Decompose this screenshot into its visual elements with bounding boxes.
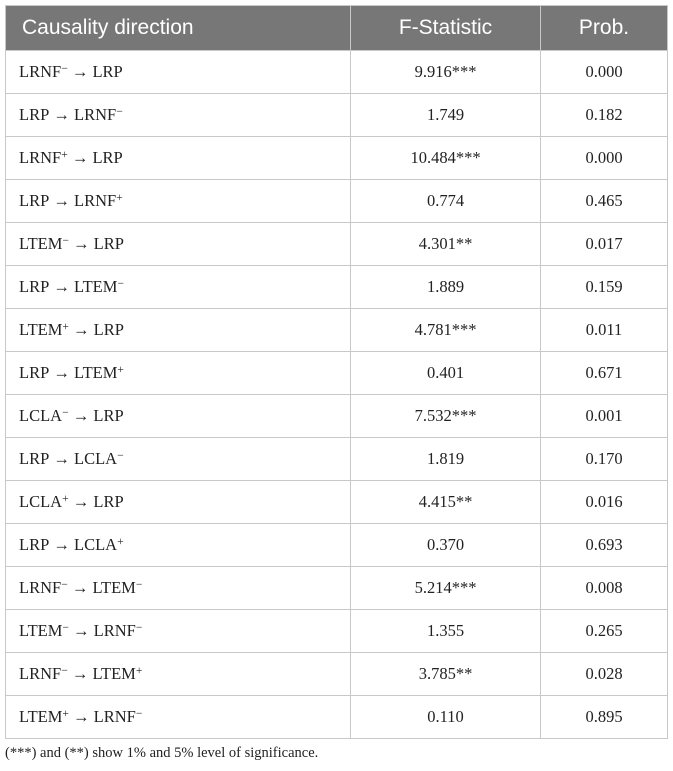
table-row: [6, 352, 668, 395]
causality-direction-cell: [6, 653, 351, 696]
significance-stars: ***: [451, 62, 477, 81]
causality-direction-cell: [6, 223, 351, 266]
causality-direction-cell: [6, 266, 351, 309]
f-statistic-cell: [351, 481, 541, 524]
prob-cell: 0.011: [541, 309, 668, 352]
table-row: [6, 524, 668, 567]
cause-variable: LTEM: [19, 707, 63, 726]
prob-cell: 0.693: [541, 524, 668, 567]
cause-variable: LCLA: [19, 406, 63, 425]
cause-variable: LTEM: [19, 234, 63, 253]
table-footnote: (***) and (**) show 1% and 5% level of significance.: [5, 745, 319, 761]
prob-cell: 0.017: [541, 223, 668, 266]
arrow-icon: →: [53, 363, 70, 382]
table-row: [6, 309, 668, 352]
effect-variable: LCLA: [74, 449, 118, 468]
table-row: [6, 610, 668, 653]
significance-stars: **: [455, 492, 473, 511]
cause-sign: −: [61, 664, 68, 677]
f-statistic-cell: [351, 309, 541, 352]
cause-sign: +: [61, 148, 68, 161]
effect-variable: LTEM: [92, 664, 136, 683]
arrow-icon: →: [53, 191, 70, 210]
effect-variable: LRP: [92, 148, 123, 167]
arrow-icon: →: [71, 62, 89, 81]
cause-sign: +: [62, 492, 69, 505]
causality-direction-cell: [6, 481, 351, 524]
prob-cell: 0.671: [541, 352, 668, 395]
causality-direction-cell: [6, 524, 351, 567]
f-statistic-cell: [351, 438, 541, 481]
prob-cell: 0.000: [541, 51, 668, 94]
arrow-icon: →: [53, 535, 70, 554]
cause-variable: LTEM: [19, 621, 63, 640]
effect-variable: LRP: [93, 406, 124, 425]
f-statistic-value: 7.532: [414, 406, 452, 425]
prob-cell: 0.016: [541, 481, 668, 524]
effect-variable: LTEM: [74, 363, 118, 382]
f-statistic-value: 9.916: [414, 62, 452, 81]
f-statistic-cell: [351, 180, 541, 223]
table-row: [6, 395, 668, 438]
effect-variable: LTEM: [92, 578, 136, 597]
significance-stars: ***: [451, 578, 477, 597]
cause-variable: LTEM: [19, 320, 63, 339]
prob-cell: 0.159: [541, 266, 668, 309]
cause-sign: +: [62, 707, 69, 720]
granger-causality-table: [5, 5, 668, 739]
f-statistic-cell: [351, 51, 541, 94]
table-body: [6, 51, 668, 739]
cause-variable: LRNF: [19, 62, 62, 81]
table-row: [6, 653, 668, 696]
cause-variable: LRP: [19, 105, 50, 124]
f-statistic-value: 4.301: [418, 234, 456, 253]
header-causality-direction: Causality direction: [6, 6, 351, 51]
cause-sign: −: [62, 621, 69, 634]
arrow-icon: →: [53, 449, 70, 468]
arrow-icon: →: [53, 277, 70, 296]
significance-stars: ***: [455, 148, 481, 167]
prob-cell: 0.895: [541, 696, 668, 739]
causality-direction-cell: [6, 438, 351, 481]
causality-direction-cell: [6, 696, 351, 739]
causality-direction-cell: [6, 51, 351, 94]
effect-sign: −: [135, 621, 143, 634]
prob-cell: 0.265: [541, 610, 668, 653]
cause-variable: LRP: [19, 277, 50, 296]
effect-sign: +: [116, 191, 123, 204]
table-row: [6, 223, 668, 266]
effect-variable: LRP: [92, 62, 123, 81]
f-statistic-value: 4.415: [418, 492, 456, 511]
significance-stars: **: [455, 234, 473, 253]
effect-sign: −: [117, 277, 124, 290]
effect-variable: LRNF: [74, 191, 117, 210]
cause-variable: LRP: [19, 191, 50, 210]
cause-variable: LRP: [19, 363, 50, 382]
effect-variable: LRNF: [93, 707, 136, 726]
table-row: [6, 696, 668, 739]
table-header-row: [6, 6, 668, 51]
cause-variable: LRP: [19, 449, 50, 468]
f-statistic-cell: [351, 696, 541, 739]
f-statistic-value: 0.370: [426, 535, 465, 554]
f-statistic-cell: [351, 610, 541, 653]
effect-variable: LRP: [93, 234, 124, 253]
effect-sign: −: [117, 449, 124, 462]
arrow-icon: →: [73, 621, 90, 640]
cause-variable: LRP: [19, 535, 50, 554]
effect-sign: −: [135, 578, 143, 591]
f-statistic-value: 10.484: [410, 148, 456, 167]
cause-variable: LCLA: [19, 492, 63, 511]
prob-cell: 0.000: [541, 137, 668, 180]
f-statistic-cell: [351, 352, 541, 395]
cause-sign: −: [61, 578, 68, 591]
f-statistic-cell: [351, 94, 541, 137]
f-statistic-value: 0.110: [427, 707, 464, 726]
arrow-icon: →: [72, 492, 90, 511]
significance-stars: **: [455, 664, 473, 683]
arrow-icon: →: [73, 320, 90, 339]
effect-sign: +: [117, 535, 124, 548]
f-statistic-cell: [351, 524, 541, 567]
table-row: [6, 438, 668, 481]
arrow-icon: →: [71, 148, 89, 167]
f-statistic-cell: [351, 653, 541, 696]
cause-sign: −: [62, 406, 69, 419]
prob-cell: 0.008: [541, 567, 668, 610]
effect-sign: +: [135, 664, 143, 677]
f-statistic-value: 0.774: [426, 191, 465, 210]
table-row: [6, 94, 668, 137]
causality-direction-cell: [6, 610, 351, 653]
effect-sign: −: [116, 105, 123, 118]
effect-variable: LRNF: [74, 105, 117, 124]
causality-direction-cell: [6, 137, 351, 180]
effect-sign: +: [117, 363, 124, 376]
f-statistic-cell: [351, 223, 541, 266]
effect-variable: LTEM: [74, 277, 118, 296]
header-prob: Prob.: [541, 6, 668, 51]
f-statistic-value: 0.401: [426, 363, 465, 382]
effect-sign: −: [135, 707, 143, 720]
table-row: [6, 51, 668, 94]
f-statistic-value: 4.781: [414, 320, 452, 339]
significance-stars: ***: [451, 406, 477, 425]
causality-direction-cell: [6, 94, 351, 137]
cause-sign: +: [62, 320, 69, 333]
f-statistic-cell: [351, 266, 541, 309]
arrow-icon: →: [71, 664, 89, 683]
causality-direction-cell: [6, 352, 351, 395]
cause-sign: −: [62, 234, 69, 247]
f-statistic-value: 1.819: [426, 449, 465, 468]
arrow-icon: →: [73, 234, 90, 253]
effect-variable: LCLA: [74, 535, 118, 554]
prob-cell: 0.028: [541, 653, 668, 696]
causality-direction-cell: [6, 567, 351, 610]
f-statistic-cell: [351, 395, 541, 438]
prob-cell: 0.182: [541, 94, 668, 137]
f-statistic-value: 1.889: [426, 277, 465, 296]
causality-direction-cell: [6, 309, 351, 352]
f-statistic-cell: [351, 137, 541, 180]
arrow-icon: →: [71, 578, 89, 597]
header-f-statistic: F-Statistic: [351, 6, 541, 51]
effect-variable: LRNF: [93, 621, 136, 640]
arrow-icon: →: [53, 105, 70, 124]
prob-cell: 0.465: [541, 180, 668, 223]
effect-variable: LRP: [93, 320, 124, 339]
table-row: [6, 180, 668, 223]
arrow-icon: →: [73, 707, 90, 726]
prob-cell: 0.170: [541, 438, 668, 481]
effect-variable: LRP: [93, 492, 124, 511]
table-row: [6, 481, 668, 524]
table-row: [6, 266, 668, 309]
f-statistic-value: 1.749: [426, 105, 465, 124]
cause-variable: LRNF: [19, 148, 62, 167]
causality-direction-cell: [6, 180, 351, 223]
causality-direction-cell: [6, 395, 351, 438]
cause-sign: −: [61, 62, 68, 75]
f-statistic-cell: [351, 567, 541, 610]
significance-stars: ***: [451, 320, 477, 339]
table-row: [6, 567, 668, 610]
f-statistic-value: 3.785: [418, 664, 456, 683]
f-statistic-value: 5.214: [414, 578, 452, 597]
cause-variable: LRNF: [19, 664, 62, 683]
cause-variable: LRNF: [19, 578, 62, 597]
prob-cell: 0.001: [541, 395, 668, 438]
table-row: [6, 137, 668, 180]
arrow-icon: →: [72, 406, 90, 425]
f-statistic-value: 1.355: [426, 621, 465, 640]
